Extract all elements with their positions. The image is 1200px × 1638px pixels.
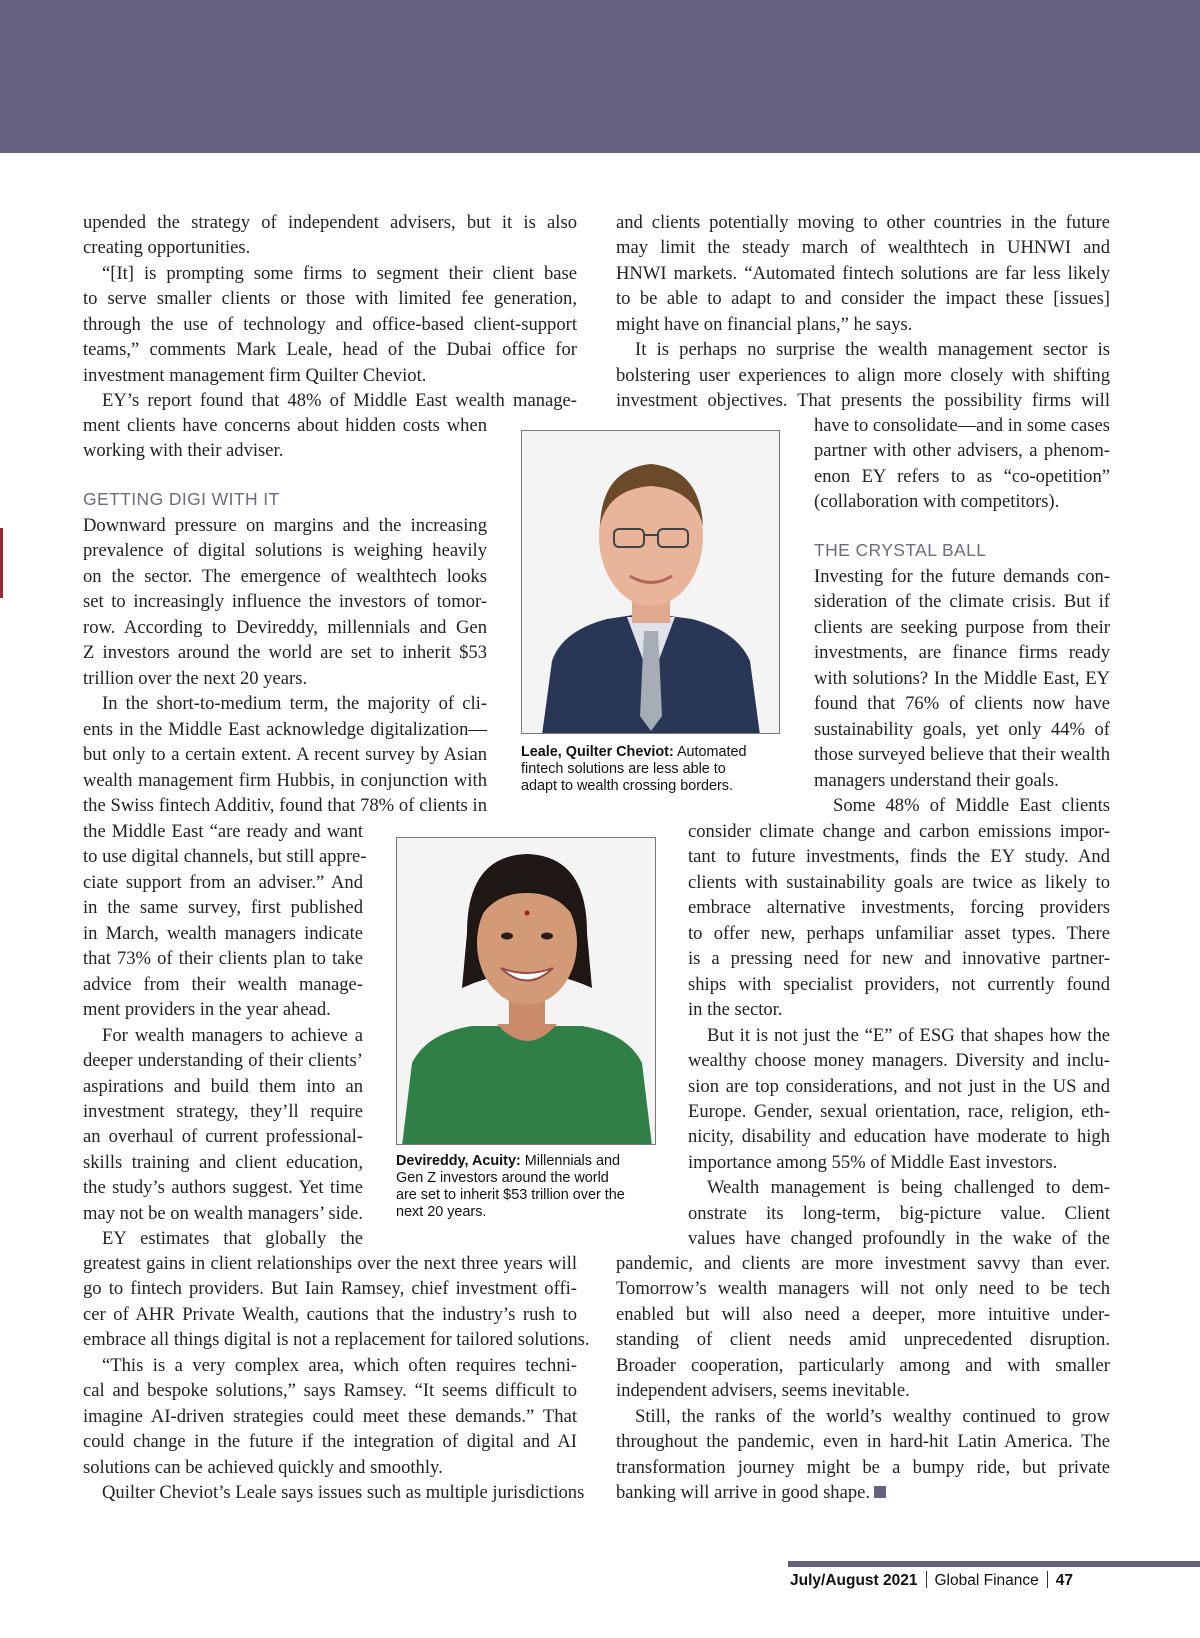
text-line: wealthy choose money managers. Diversity and inclu- bbox=[688, 1050, 1110, 1072]
article-text-block bbox=[83, 819, 367, 1252]
text-line: independent advisers, seems inevitable. bbox=[616, 1380, 910, 1402]
text-line: investment objectives. That presents the possibility firms will bbox=[616, 390, 1110, 412]
article-text-block bbox=[83, 513, 487, 818]
text-line: EY estimates that globally the bbox=[102, 1228, 363, 1250]
text-line: cal and bespoke solutions,” says Ramsey. “It seems difficult to bbox=[83, 1380, 577, 1402]
text-line: greatest gains in client relationships over the next three years will bbox=[83, 1253, 577, 1274]
text-line: is a pressing need for new and innovative partner- bbox=[688, 948, 1110, 970]
caption-name: Devireddy, Acuity: bbox=[396, 1153, 521, 1169]
footer-divider bbox=[926, 1571, 927, 1588]
page-number: 47 bbox=[1055, 1572, 1074, 1589]
text-line: set to increasingly influence the investors of tomor- bbox=[83, 591, 487, 613]
text-line: enon EY refers to as “co-opetition” bbox=[814, 465, 1110, 487]
text-line: HNWI markets. “Automated fintech solutions are far less likely bbox=[616, 262, 1110, 284]
text-line: But it is not just the “E” of ESG that shapes how the bbox=[707, 1024, 1110, 1046]
text-line: clients are seeking purpose from their bbox=[814, 616, 1110, 638]
article-text-block bbox=[616, 210, 1110, 414]
article-text-block bbox=[616, 1251, 1110, 1506]
article-text-block bbox=[814, 564, 1110, 819]
text-line: Quilter Cheviot’s Leale says issues such as multiple jurisdictions bbox=[102, 1482, 585, 1504]
article-end-mark bbox=[874, 1486, 886, 1498]
text-line: nicity, disability and education have moderate to high bbox=[688, 1126, 1110, 1148]
text-line: with solutions? In the Middle East, EY bbox=[814, 667, 1110, 689]
text-line: In the short-to-medium term, the majority of cli- bbox=[102, 693, 487, 715]
text-line: might have on financial plans,” he says. bbox=[616, 313, 913, 335]
article-text-block bbox=[688, 819, 1110, 1252]
photo-caption-devireddy: Devireddy, Acuity: Millennials and Gen Z investors around the world are set to inherit $53 trillion over the next 20 years. bbox=[396, 1153, 625, 1220]
text-line: have to consolidate—and in some cases bbox=[814, 415, 1110, 436]
text-line: tant to future investments, finds the EY study. And bbox=[688, 846, 1110, 868]
text-line: Downward pressure on margins and the increasing bbox=[83, 515, 487, 536]
text-line: investment strategy, they’ll require bbox=[83, 1100, 363, 1122]
text-line: aspirations and build them into an bbox=[83, 1075, 363, 1097]
text-line: onstrate its long-term, big-picture value. Client bbox=[688, 1202, 1110, 1224]
text-line: pandemic, and clients are more investment savvy than ever. bbox=[616, 1253, 1110, 1274]
header-color-band bbox=[0, 0, 1200, 153]
text-line: solutions can be achieved quickly and smoothly. bbox=[83, 1456, 443, 1478]
text-line: may limit the steady march of wealthtech in UHNWI and bbox=[616, 237, 1110, 259]
text-line: values have changed profoundly in the wake of the bbox=[688, 1228, 1110, 1250]
text-line: Wealth management is being challenged to dem- bbox=[707, 1177, 1110, 1199]
text-line: It is perhaps no surprise the wealth management sector is bbox=[635, 339, 1110, 361]
text-line: but only to a certain extent. A recent survey by Asian bbox=[83, 744, 487, 766]
article-text-block bbox=[83, 210, 577, 414]
text-line: on the sector. The emergence of wealthtech looks bbox=[83, 565, 487, 587]
article-text-block bbox=[814, 413, 1110, 515]
text-line: ment clients have concerns about hidden costs when bbox=[83, 415, 487, 436]
text-line: creating opportunities. bbox=[83, 237, 251, 259]
text-line: imagine AI-driven strategies could meet these demands.” That bbox=[83, 1405, 577, 1427]
page-footer bbox=[790, 1571, 1073, 1590]
magazine-name: Global Finance bbox=[934, 1572, 1039, 1589]
text-line: “[It] is prompting some firms to segment their client base bbox=[102, 262, 577, 284]
text-line: may not be on wealth managers’ side. bbox=[83, 1202, 364, 1224]
text-line: Still, the ranks of the world’s wealthy continued to grow bbox=[635, 1405, 1110, 1427]
text-line: go to fintech providers. But Iain Ramsey, chief investment offi- bbox=[83, 1278, 577, 1300]
issue-date: July/August 2021 bbox=[790, 1572, 918, 1589]
text-line: row. According to Devireddy, millennials and Gen bbox=[83, 616, 487, 638]
text-line: sion are top considerations, and not just in the US and bbox=[688, 1075, 1110, 1097]
text-line: throughout the pandemic, even in hard-hit Latin America. The bbox=[616, 1431, 1110, 1453]
text-line: enabled but will also need a deeper, more intuitive under- bbox=[616, 1303, 1110, 1325]
text-line: in March, wealth managers indicate bbox=[83, 922, 363, 944]
text-line: cer of AHR Private Wealth, cautions that the industry’s rush to bbox=[83, 1303, 577, 1325]
text-line: an overhaul of current professional- bbox=[83, 1126, 363, 1148]
text-line: consider climate change and carbon emissions impor- bbox=[688, 821, 1110, 842]
text-line: that 73% of their clients plan to take bbox=[83, 948, 363, 970]
text-line: Europe. Gender, sexual orientation, race, religion, eth- bbox=[688, 1100, 1110, 1122]
text-line: transformation journey might be a bumpy ride, but private bbox=[616, 1456, 1110, 1478]
text-line: clients with sustainability goals are twice as likely to bbox=[688, 871, 1110, 893]
text-line: those surveyed believe that their wealth bbox=[814, 744, 1110, 766]
text-line: skills training and client education, bbox=[83, 1151, 363, 1173]
text-line: ents in the Middle East acknowledge digitalization— bbox=[83, 718, 487, 740]
article-text-block bbox=[83, 1251, 590, 1506]
text-line: investment management firm Quilter Cheviot. bbox=[83, 364, 427, 386]
text-line: (collaboration with competitors). bbox=[814, 491, 1060, 513]
text-line: the Middle East “are ready and want bbox=[83, 821, 363, 842]
article-text-block bbox=[83, 413, 487, 464]
text-line: ships with specialist providers, not currently found bbox=[688, 973, 1110, 995]
text-line: Some 48% of Middle East clients bbox=[833, 795, 1110, 817]
text-line: to be able to adapt to and consider the impact these [issues] bbox=[616, 288, 1110, 310]
text-line: importance among 55% of Middle East investors. bbox=[688, 1151, 1058, 1173]
text-line: Broader cooperation, particularly among and with smaller bbox=[616, 1354, 1110, 1376]
text-line: prevalence of digital solutions is weighing heavily bbox=[83, 540, 487, 562]
text-line: sustainability goals, yet only 44% of bbox=[814, 718, 1110, 740]
text-line: in the sector. bbox=[688, 999, 783, 1021]
page-edge-tab bbox=[0, 528, 3, 598]
text-line: and clients potentially moving to other countries in the future bbox=[616, 212, 1110, 233]
text-line: through the use of technology and office-based client-support bbox=[83, 313, 577, 335]
text-line: advice from their wealth manage- bbox=[83, 973, 363, 995]
photo-mark-leale bbox=[521, 430, 780, 734]
text-line: could change in the future if the integration of digital and AI bbox=[83, 1431, 577, 1453]
text-line: the study’s authors suggest. Yet time bbox=[83, 1177, 363, 1199]
footer-divider bbox=[1047, 1571, 1048, 1588]
text-line: investments, are finance firms ready bbox=[814, 642, 1110, 664]
text-line: ciate support from an adviser.” And bbox=[83, 871, 363, 893]
text-line: partner with other advisers, a phenom- bbox=[814, 440, 1110, 462]
text-line: the Swiss fintech Additiv, found that 78% of clients in bbox=[83, 794, 487, 816]
text-line: upended the strategy of independent advisers, but it is also bbox=[83, 212, 577, 233]
text-line: to serve smaller clients or those with limited fee generation, bbox=[83, 288, 577, 310]
text-line: deeper understanding of their clients’ bbox=[83, 1050, 363, 1072]
section-heading-getting-digi: GETTING DIGI WITH IT bbox=[83, 489, 280, 509]
text-line: EY’s report found that 48% of Middle East wealth manage- bbox=[102, 390, 577, 412]
text-line: Z investors around the world are set to inherit $53 bbox=[83, 642, 487, 664]
footer-rule bbox=[788, 1561, 1200, 1567]
text-line: to use digital channels, but still appre- bbox=[83, 846, 367, 868]
text-line: teams,” comments Mark Leale, head of the Dubai office for bbox=[83, 339, 577, 361]
photo-caption-leale: Leale, Quilter Cheviot: Automated fintech solutions are less able to adapt to wealth crossing borders. bbox=[521, 744, 747, 794]
text-line: ment providers in the year ahead. bbox=[83, 999, 331, 1021]
text-line: “This is a very complex area, which often requires techni- bbox=[102, 1354, 577, 1376]
text-line: found that 76% of clients now have bbox=[814, 693, 1110, 715]
text-line: sideration of the climate crisis. But if bbox=[814, 591, 1110, 613]
section-heading-crystal-ball: THE CRYSTAL BALL bbox=[814, 540, 987, 560]
text-line: bolstering user experiences to align more closely with shifting bbox=[616, 364, 1110, 386]
photo-anjali-devireddy bbox=[396, 837, 656, 1145]
text-line: to offer new, perhaps unfamiliar asset types. There bbox=[688, 922, 1110, 944]
text-line: For wealth managers to achieve a bbox=[102, 1024, 363, 1046]
text-line: Investing for the future demands con- bbox=[814, 566, 1110, 587]
text-line: Tomorrow’s wealth managers will not only need to be tech bbox=[616, 1278, 1110, 1300]
text-line: embrace all things digital is not a replacement for tailored solutions. bbox=[83, 1329, 590, 1351]
text-line: trillion over the next 20 years. bbox=[83, 667, 308, 689]
text-line: embrace alternative investments, forcing providers bbox=[688, 897, 1110, 919]
text-line: wealth management firm Hubbis, in conjunction with bbox=[83, 769, 487, 791]
text-line: banking will arrive in good shape. bbox=[616, 1480, 1110, 1505]
text-line: in the same survey, first published bbox=[83, 897, 363, 919]
caption-name: Leale, Quilter Cheviot: bbox=[521, 744, 674, 760]
text-line: standing of client needs amid unprecedented disruption. bbox=[616, 1329, 1110, 1351]
text-line: managers understand their goals. bbox=[814, 769, 1059, 791]
text-line: working with their adviser. bbox=[83, 440, 284, 462]
